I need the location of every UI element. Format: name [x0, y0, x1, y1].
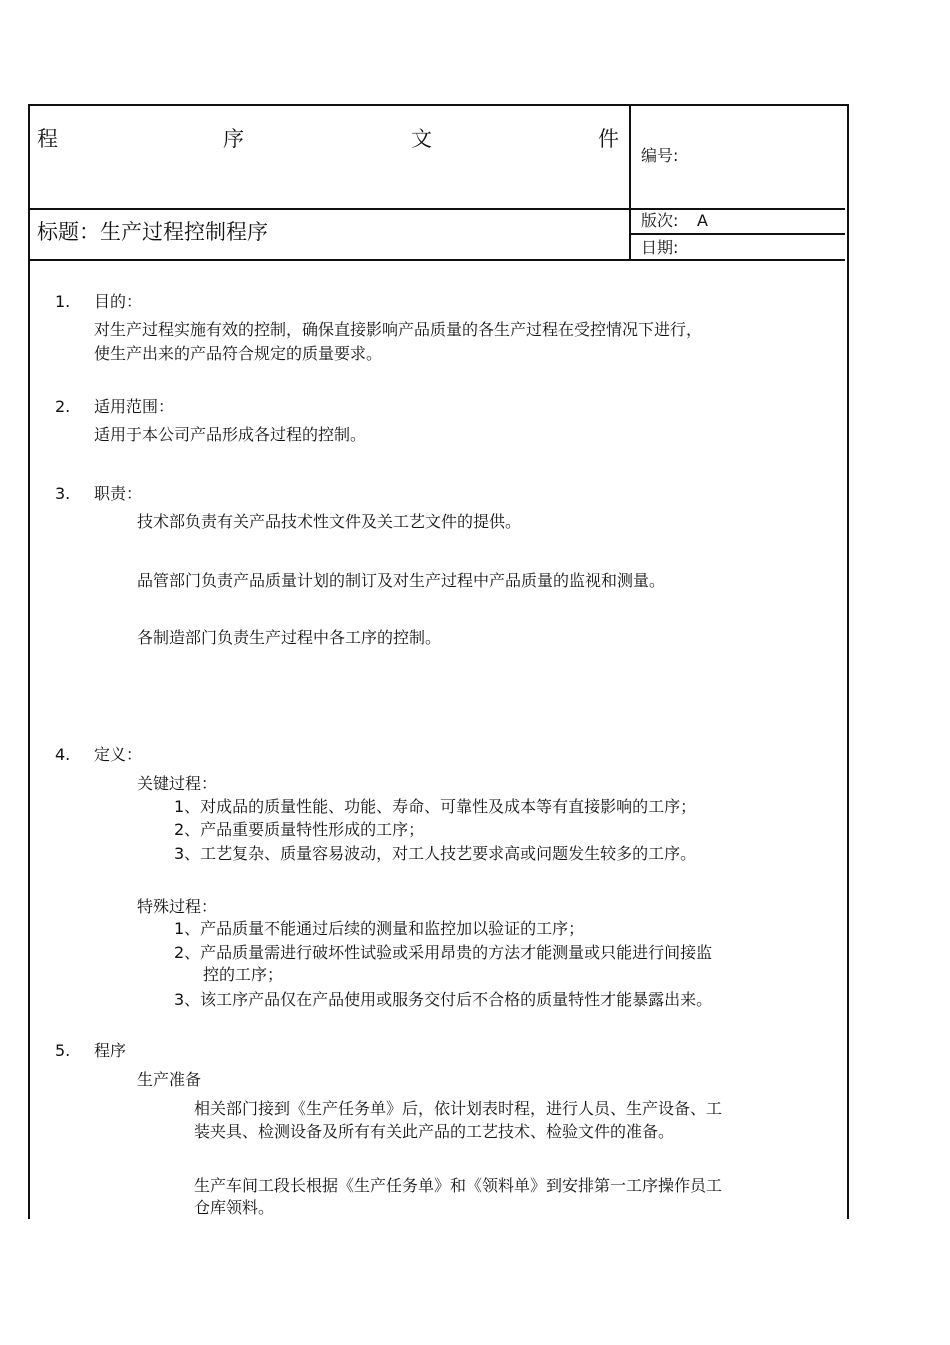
section-3-title: 职责：: [94, 484, 143, 503]
key-process-item-2: 2、产品重要质量特性形成的工序；: [174, 820, 425, 839]
production-prep-p2-line-2: 仓库领料。: [194, 1198, 275, 1217]
production-prep-p1-line-1: 相关部门接到《生产任务单》后，依计划表时程，进行人员、生产设备、工: [194, 1099, 723, 1118]
document-frame: [28, 104, 849, 1219]
header-rule-3: [30, 259, 845, 261]
header-divider-vertical: [629, 106, 631, 260]
section-2-title: 适用范围：: [94, 397, 175, 416]
special-process-title: 特殊过程：: [137, 897, 218, 916]
date-label: 日期:: [641, 238, 679, 257]
section-3-item-1: 技术部负责有关产品技术性文件及关工艺文件的提供。: [137, 512, 522, 531]
production-prep-p1-line-2: 装夹具、检测设备及所有有关此产品的工艺技术、检验文件的准备。: [194, 1122, 675, 1141]
special-process-item-1: 1、产品质量不能通过后续的测量和监控加以验证的工序；: [174, 919, 585, 938]
section-1-line-1: 对生产过程实施有效的控制，确保直接影响产品质量的各生产过程在受控情况下进行，: [94, 320, 703, 339]
special-process-item-3: 3、该工序产品仅在产品使用或服务交付后不合格的质量特性才能暴露出来。: [174, 990, 713, 1009]
header-rule-2: [631, 233, 845, 235]
production-prep-p2-line-1: 生产车间工段长根据《生产任务单》和《领料单》到安排第一工序操作员工: [194, 1176, 723, 1195]
section-2-line-1: 适用于本公司产品形成各过程的控制。: [94, 425, 367, 444]
header-rule-1: [30, 208, 845, 210]
section-4-title: 定义：: [94, 745, 143, 764]
key-process-title: 关键过程：: [137, 774, 218, 793]
key-process-item-1: 1、对成品的质量性能、功能、寿命、可靠性及成本等有直接影响的工序；: [174, 797, 697, 816]
section-3-number: 3.: [55, 484, 71, 503]
section-1-title: 目的：: [94, 292, 143, 311]
number-label: 编号:: [641, 146, 679, 165]
doc-type-char-1: 程: [37, 127, 58, 151]
page-title: 标题：生产过程控制程序: [37, 220, 268, 244]
version-value: A: [697, 211, 708, 230]
section-3-item-2: 品管部门负责产品质量计划的制订及对生产过程中产品质量的监视和测量。: [137, 571, 666, 590]
special-process-item-2-cont: 控的工序；: [203, 965, 284, 984]
section-5-number: 5.: [55, 1041, 71, 1060]
production-prep-title: 生产准备: [137, 1070, 202, 1089]
special-process-item-2: 2、产品质量需进行破坏性试验或采用昂贵的方法才能测量或只能进行间接监: [174, 943, 713, 962]
key-process-item-3: 3、工艺复杂、质量容易波动，对工人技艺要求高或问题发生较多的工序。: [174, 844, 697, 863]
section-1-number: 1.: [55, 292, 71, 311]
section-4-number: 4.: [55, 745, 71, 764]
version-label: 版次:: [641, 211, 679, 230]
doc-type-char-4: 件: [598, 127, 619, 151]
section-5-title: 程序: [94, 1041, 127, 1060]
doc-type-char-3: 文: [411, 127, 432, 151]
section-2-number: 2.: [55, 397, 71, 416]
doc-type-char-2: 序: [223, 127, 244, 151]
section-3-item-3: 各制造部门负责生产过程中各工序的控制。: [137, 628, 442, 647]
section-1-line-2: 使生产出来的产品符合规定的质量要求。: [94, 344, 383, 363]
